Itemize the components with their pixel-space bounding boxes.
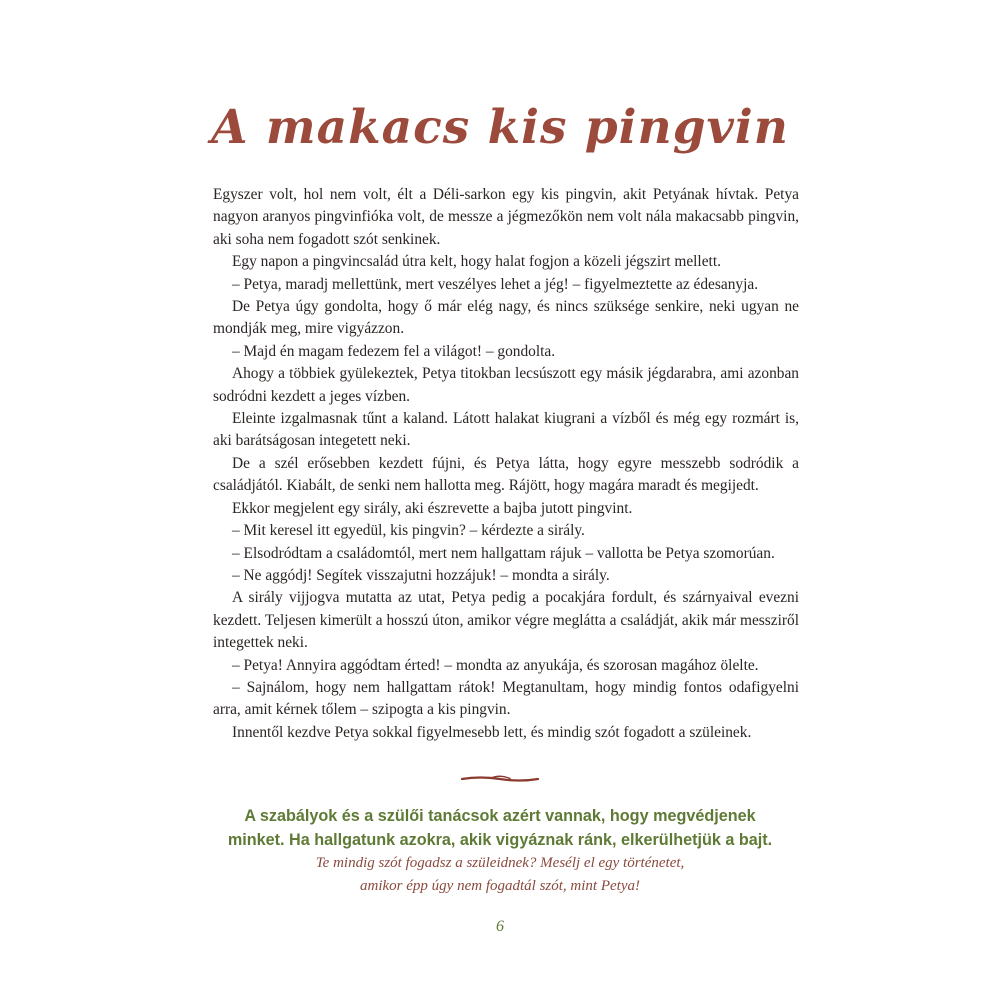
story-paragraph: Eleinte izgalmasnak tűnt a kaland. Látott halakat kiugrani a vízből és még egy rozmárt is, aki barátságosan integetett neki. <box>213 410 799 450</box>
moral-line: minket. Ha hallgatunk azokra, akik vigyáznak ránk, elkerülhetjük a bajt. <box>227 831 773 849</box>
question-line: amikor épp úgy nem fogadtál szót, mint Petya! <box>360 878 640 894</box>
story-paragraph: – Petya! Annyira aggódtam érted! – mondta az anyukája, és szorosan magához ölelte. <box>232 656 759 674</box>
moral-text <box>150 804 850 852</box>
question-line: Te mindig szót fogadsz a szüleidnek? Mesélj el egy történetet, <box>315 855 685 871</box>
page-number: 6 <box>496 918 504 935</box>
story-paragraph: De Petya úgy gondolta, hogy ő már elég nagy, és nincs szüksége senkire, neki ugyan ne mondják meg, mire vigyázzon. <box>213 298 799 338</box>
story-paragraph: Ahogy a többiek gyülekeztek, Petya titokban lecsúszott egy másik jégdarabra, ami azonban sodródni kezdett a jeges vízben. <box>213 365 799 405</box>
story-paragraph: – Ne aggódj! Segítek visszajutni hozzájuk! – mondta a sirály. <box>232 566 610 584</box>
story-paragraph: A sirály vijjogva mutatta az utat, Petya pedig a pocakjára fordult, és szárnyaival evezni kezdett. Teljesen kimerült a hosszú úton, amikor végre meglátta a családját, akik már messziről integettek neki. <box>213 589 799 652</box>
story-paragraph: – Majd én magam fedezem fel a világot! – gondolta. <box>232 342 556 360</box>
story-paragraph: – Petya, maradj mellettünk, mert veszélyes lehet a jég! – figyelmeztette az édesanyja. <box>232 275 759 293</box>
story-title: A makacs kis pingvin <box>211 100 789 155</box>
moral-line: A szabályok és a szülői tanácsok azért vannak, hogy megvédjenek <box>244 807 756 825</box>
story-paragraph: – Elsodródtam a családomtól, mert nem hallgattam rájuk – vallotta be Petya szomorúan. <box>232 544 775 562</box>
reflection-question <box>150 852 850 898</box>
story-body <box>213 184 799 744</box>
story-paragraph: – Mit keresel itt egyedül, kis pingvin? – kérdezte a sirály. <box>232 522 585 540</box>
story-paragraph: Innentől kezdve Petya sokkal figyelmesebb lett, és mindig szót fogadott a szüleinek. <box>232 723 752 741</box>
story-paragraph: Egy napon a pingvincsalád útra kelt, hogy halat fogjon a közeli jégszirt mellett. <box>232 253 721 271</box>
story-paragraph: De a szél erősebben kezdett fújni, és Petya látta, hogy egyre messzebb sodródik a családjától. Kiabált, de senki nem hallotta meg. Rájött, hogy magára maradt és megijedt. <box>213 454 799 495</box>
story-paragraph: Ekkor megjelent egy sirály, aki észrevette a bajba jutott pingvint. <box>232 499 633 517</box>
ornament-divider-icon <box>460 772 540 786</box>
story-paragraph: – Sajnálom, hogy nem hallgattam rátok! Megtanultam, hogy mindig fontos odafigyelni arra, amit kérnek tőlem – szipogta a kis pingvin. <box>213 678 799 719</box>
story-paragraph: Egyszer volt, hol nem volt, élt a Déli-sarkon egy kis pingvin, akit Petyának hívtak. Petya nagyon aranyos pingvinfióka volt, de messze a jégmezőkön nem volt nála makacsabb pingvin, aki soha nem fogadott szót senkinek. <box>213 186 799 248</box>
